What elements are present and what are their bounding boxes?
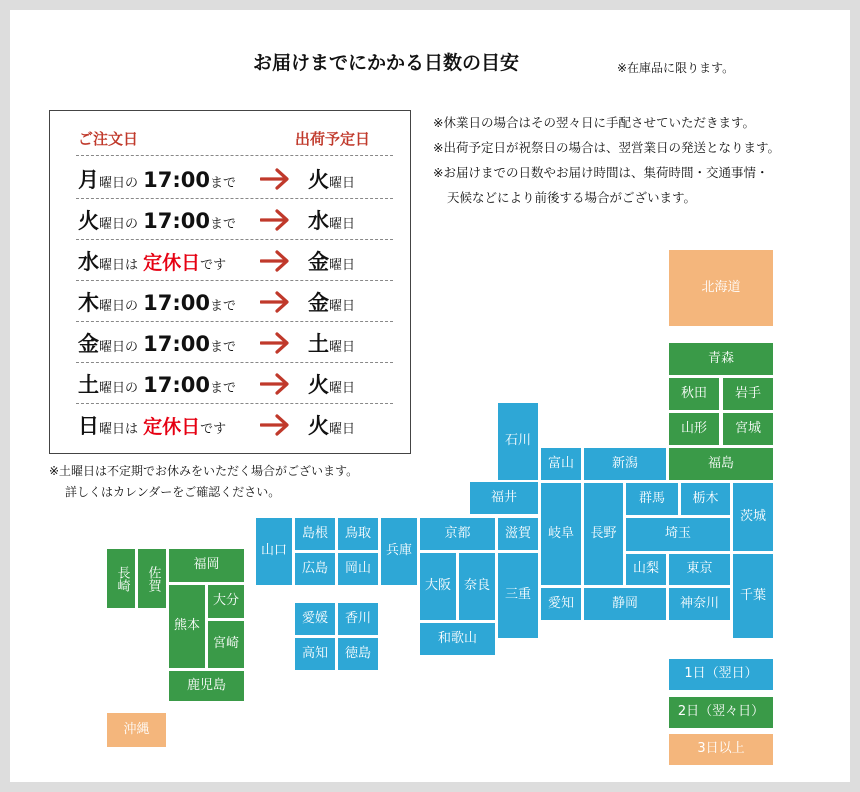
- divider: [76, 155, 393, 156]
- ship-weekday: 土: [308, 332, 329, 356]
- ship-weekday: 火: [308, 168, 329, 192]
- pref-miyazaki: 宮崎: [208, 621, 244, 668]
- order-weekday: 水: [78, 250, 99, 274]
- note-holiday: ※休業日の場合はその翌々日に手配させていただきます。: [433, 115, 755, 130]
- legend-1-day: 1日（翌日）: [669, 659, 773, 690]
- pref-shimane: 島根: [295, 518, 335, 550]
- schedule-row-saturday: [50, 362, 410, 403]
- order-weekday: 火: [78, 209, 99, 233]
- pref-iwate: 岩手: [723, 378, 773, 410]
- pref-ibaraki: 茨城: [733, 483, 773, 551]
- pref-oita: 大分: [208, 585, 244, 618]
- ship-weekday: 金: [308, 291, 329, 315]
- right-arrow-icon: [260, 291, 290, 313]
- right-arrow-icon: [260, 250, 290, 272]
- pref-shizuoka: 静岡: [584, 588, 666, 620]
- holiday-label: 定休日: [143, 252, 201, 274]
- order-weekday: 日: [78, 414, 99, 438]
- schedule-row-tuesday: [50, 198, 410, 239]
- pref-kochi: 高知: [295, 638, 335, 670]
- order-weekday: 木: [78, 291, 99, 315]
- cutoff-time: 17:00: [143, 291, 210, 315]
- calendar-note: 詳しくはカレンダーをご確認ください。: [65, 485, 281, 499]
- pref-yamagata: 山形: [669, 413, 719, 445]
- pref-hiroshima: 広島: [295, 553, 335, 585]
- pref-nagasaki: 長崎: [107, 549, 135, 608]
- pref-yamanashi: 山梨: [626, 554, 666, 585]
- schedule-row-wednesday: [50, 239, 410, 280]
- right-arrow-icon: [260, 373, 290, 395]
- pref-tokyo: 東京: [669, 554, 730, 585]
- pref-tochigi: 栃木: [681, 483, 730, 515]
- pref-fukushima: 福島: [669, 448, 773, 480]
- ship-weekday: 火: [308, 373, 329, 397]
- until-label: まで: [209, 299, 236, 314]
- note-delivery-time-cont: 天候などにより前後する場合がございます。: [447, 190, 697, 205]
- ship-weekday-suffix: 曜日: [329, 217, 356, 232]
- title-note: ※在庫品に限ります。: [617, 61, 735, 75]
- ship-weekday: 水: [308, 209, 329, 233]
- pref-ehime: 愛媛: [295, 603, 335, 635]
- pref-aomori: 青森: [669, 343, 773, 375]
- cutoff-time: 17:00: [143, 332, 210, 356]
- desu-label: です: [200, 258, 227, 273]
- order-day-header: ご注文日: [78, 130, 139, 148]
- pref-okayama: 岡山: [338, 553, 378, 585]
- right-arrow-icon: [260, 168, 290, 190]
- pref-fukuoka: 福岡: [169, 549, 244, 582]
- pref-aichi: 愛知: [541, 588, 581, 620]
- pref-osaka: 大阪: [420, 553, 456, 620]
- page-title: お届けまでにかかる日数の目安: [253, 52, 520, 74]
- pref-saga: 佐賀: [138, 549, 166, 608]
- until-label: まで: [209, 340, 236, 355]
- weekday-suffix: 曜日の: [99, 217, 139, 232]
- pref-miyagi: 宮城: [723, 413, 773, 445]
- pref-fukui: 福井: [470, 482, 538, 514]
- pref-kumamoto: 熊本: [169, 585, 205, 668]
- pref-hyogo: 兵庫: [381, 518, 417, 585]
- pref-tottori: 鳥取: [338, 518, 378, 550]
- pref-nara: 奈良: [459, 553, 495, 620]
- pref-tokushima: 徳島: [338, 638, 378, 670]
- until-label: まで: [209, 381, 236, 396]
- cutoff-time: 17:00: [143, 168, 210, 192]
- saturday-note: ※土曜日は不定期でお休みをいただく場合がございます。: [49, 464, 359, 478]
- until-label: まで: [209, 176, 236, 191]
- ship-weekday-suffix: 曜日: [329, 258, 356, 273]
- schedule-row-monday: [50, 157, 410, 198]
- pref-okinawa: 沖縄: [107, 713, 166, 747]
- pref-hokkaido: 北海道: [669, 250, 773, 326]
- pref-niigata: 新潟: [584, 448, 666, 480]
- right-arrow-icon: [260, 414, 290, 436]
- legend-3-plus-days: 3日以上: [669, 734, 773, 765]
- desu-label: です: [200, 422, 227, 437]
- legend-2-days: 2日（翌々日）: [669, 697, 773, 728]
- schedule-row-thursday: [50, 280, 410, 321]
- pref-kagawa: 香川: [338, 603, 378, 635]
- pref-wakayama: 和歌山: [420, 623, 495, 655]
- ship-weekday-suffix: 曜日: [329, 340, 356, 355]
- pref-nagano: 長野: [584, 483, 623, 585]
- weekday-suffix: 曜日の: [99, 176, 139, 191]
- note-delivery-time: ※お届けまでの日数やお届け時間は、集荷時間・交通事情・: [433, 165, 769, 180]
- holiday-label: 定休日: [143, 416, 201, 438]
- pref-toyama: 富山: [541, 448, 581, 480]
- pref-kyoto: 京都: [420, 518, 495, 550]
- pref-kagoshima: 鹿児島: [169, 671, 244, 701]
- order-weekday: 土: [78, 373, 99, 397]
- ship-weekday: 火: [308, 414, 329, 438]
- right-arrow-icon: [260, 332, 290, 354]
- pref-yamaguchi: 山口: [256, 518, 292, 585]
- pref-chiba: 千葉: [733, 554, 773, 638]
- pref-ishikawa: 石川: [498, 403, 538, 480]
- ship-weekday: 金: [308, 250, 329, 274]
- pref-saitama: 埼玉: [626, 518, 730, 551]
- pref-akita: 秋田: [669, 378, 719, 410]
- schedule-row-friday: [50, 321, 410, 362]
- weekday-suffix: 曜日の: [99, 381, 139, 396]
- order-weekday: 金: [78, 332, 99, 356]
- ship-weekday-suffix: 曜日: [329, 381, 356, 396]
- pref-mie: 三重: [498, 553, 538, 638]
- weekday-suffix: 曜日は: [99, 258, 139, 273]
- ship-weekday-suffix: 曜日: [329, 176, 356, 191]
- cutoff-time: 17:00: [143, 209, 210, 233]
- ship-weekday-suffix: 曜日: [329, 422, 356, 437]
- ship-day-header: 出荷予定日: [295, 130, 371, 148]
- shipping-schedule-table: [49, 110, 411, 454]
- right-arrow-icon: [260, 209, 290, 231]
- note-national-holiday: ※出荷予定日が祝祭日の場合は、翌営業日の発送となります。: [433, 140, 780, 155]
- until-label: まで: [209, 217, 236, 232]
- weekday-suffix: 曜日の: [99, 340, 139, 355]
- pref-shiga: 滋賀: [498, 518, 538, 550]
- pref-gunma: 群馬: [626, 483, 678, 515]
- cutoff-time: 17:00: [143, 373, 210, 397]
- schedule-row-sunday: [50, 403, 410, 444]
- weekday-suffix: 曜日は: [99, 422, 139, 437]
- pref-gifu: 岐阜: [541, 483, 581, 585]
- weekday-suffix: 曜日の: [99, 299, 139, 314]
- order-weekday: 月: [78, 168, 99, 192]
- ship-weekday-suffix: 曜日: [329, 299, 356, 314]
- pref-kanagawa: 神奈川: [669, 588, 730, 620]
